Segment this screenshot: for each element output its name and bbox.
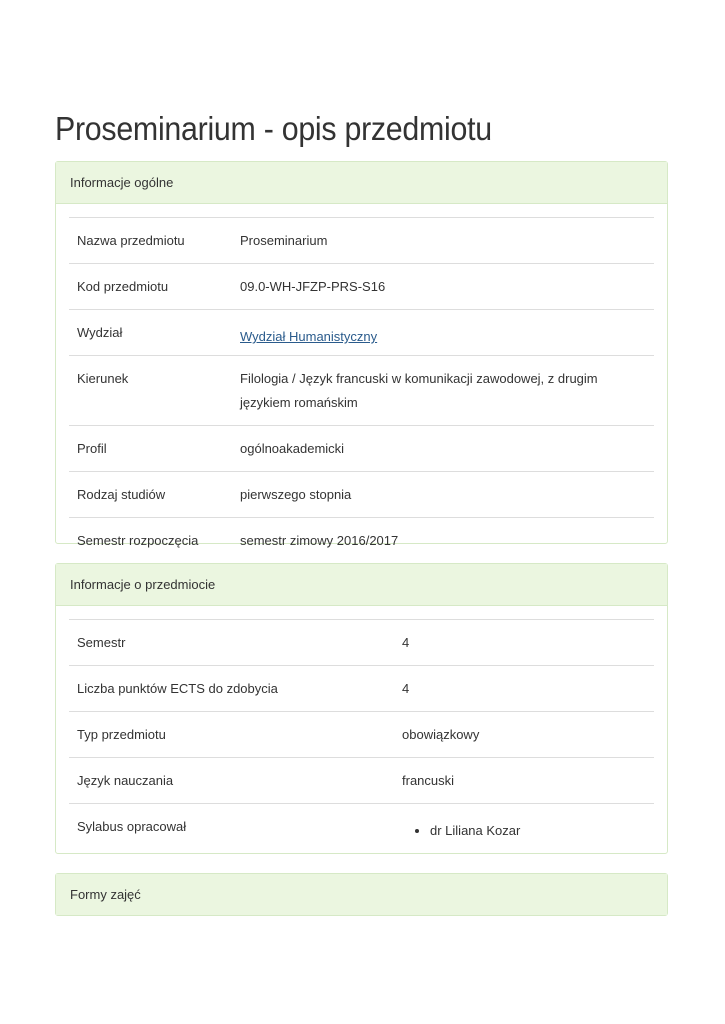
row-label: Semestr rozpoczęcia: [69, 518, 232, 564]
table-row: [69, 666, 654, 712]
row-value: 09.0-WH-JFZP-PRS-S16: [232, 264, 654, 310]
row-label: Język nauczania: [69, 758, 394, 804]
row-value: pierwszego stopnia: [232, 472, 654, 518]
author-list: [402, 815, 646, 839]
row-value: francuski: [394, 758, 654, 804]
row-label: Kod przedmiotu: [69, 264, 232, 310]
table-row: [69, 426, 654, 472]
table-row: [69, 620, 654, 666]
table-row: [69, 712, 654, 758]
row-value: Proseminarium: [232, 218, 654, 264]
row-value: obowiązkowy: [394, 712, 654, 758]
faculty-link[interactable]: Wydział Humanistyczny: [240, 329, 378, 344]
row-value: ogólnoakademicki: [232, 426, 654, 472]
table-row: [69, 518, 654, 564]
general-info-heading: Informacje ogólne: [56, 162, 667, 204]
row-label: Semestr: [69, 620, 394, 666]
general-info-table: [69, 217, 654, 563]
course-info-panel: [55, 563, 668, 854]
table-row: [69, 218, 654, 264]
class-forms-heading: Formy zajęć: [56, 874, 667, 915]
table-row: [69, 310, 654, 356]
row-value: Filologia / Język francuski w komunikacji zawodowej, z drugim językiem romańskim: [232, 356, 654, 426]
page-title: Proseminarium - opis przedmiotu: [55, 110, 492, 147]
list-item: • dr Liliana Kozar: [430, 819, 646, 843]
row-label: Kierunek: [69, 356, 232, 426]
row-value: 4: [394, 620, 654, 666]
row-label: Wydział: [69, 310, 232, 356]
class-forms-panel: [55, 873, 668, 916]
row-label: Sylabus opracował: [69, 804, 394, 850]
row-value: 4: [394, 666, 654, 712]
general-info-panel: [55, 161, 668, 548]
course-info-heading: Informacje o przedmiocie: [56, 564, 667, 606]
row-value: [232, 310, 654, 356]
row-value: semestr zimowy 2016/2017: [232, 518, 654, 564]
row-label: Nazwa przedmiotu: [69, 218, 232, 264]
table-row: [69, 264, 654, 310]
row-value: [394, 804, 654, 850]
table-row: [69, 804, 654, 850]
row-label: Rodzaj studiów: [69, 472, 232, 518]
row-label: Liczba punktów ECTS do zdobycia: [69, 666, 394, 712]
table-row: [69, 356, 654, 426]
table-row: [69, 758, 654, 804]
row-label: Profil: [69, 426, 232, 472]
table-row: [69, 472, 654, 518]
row-label: Typ przedmiotu: [69, 712, 394, 758]
course-info-table: [69, 619, 654, 849]
